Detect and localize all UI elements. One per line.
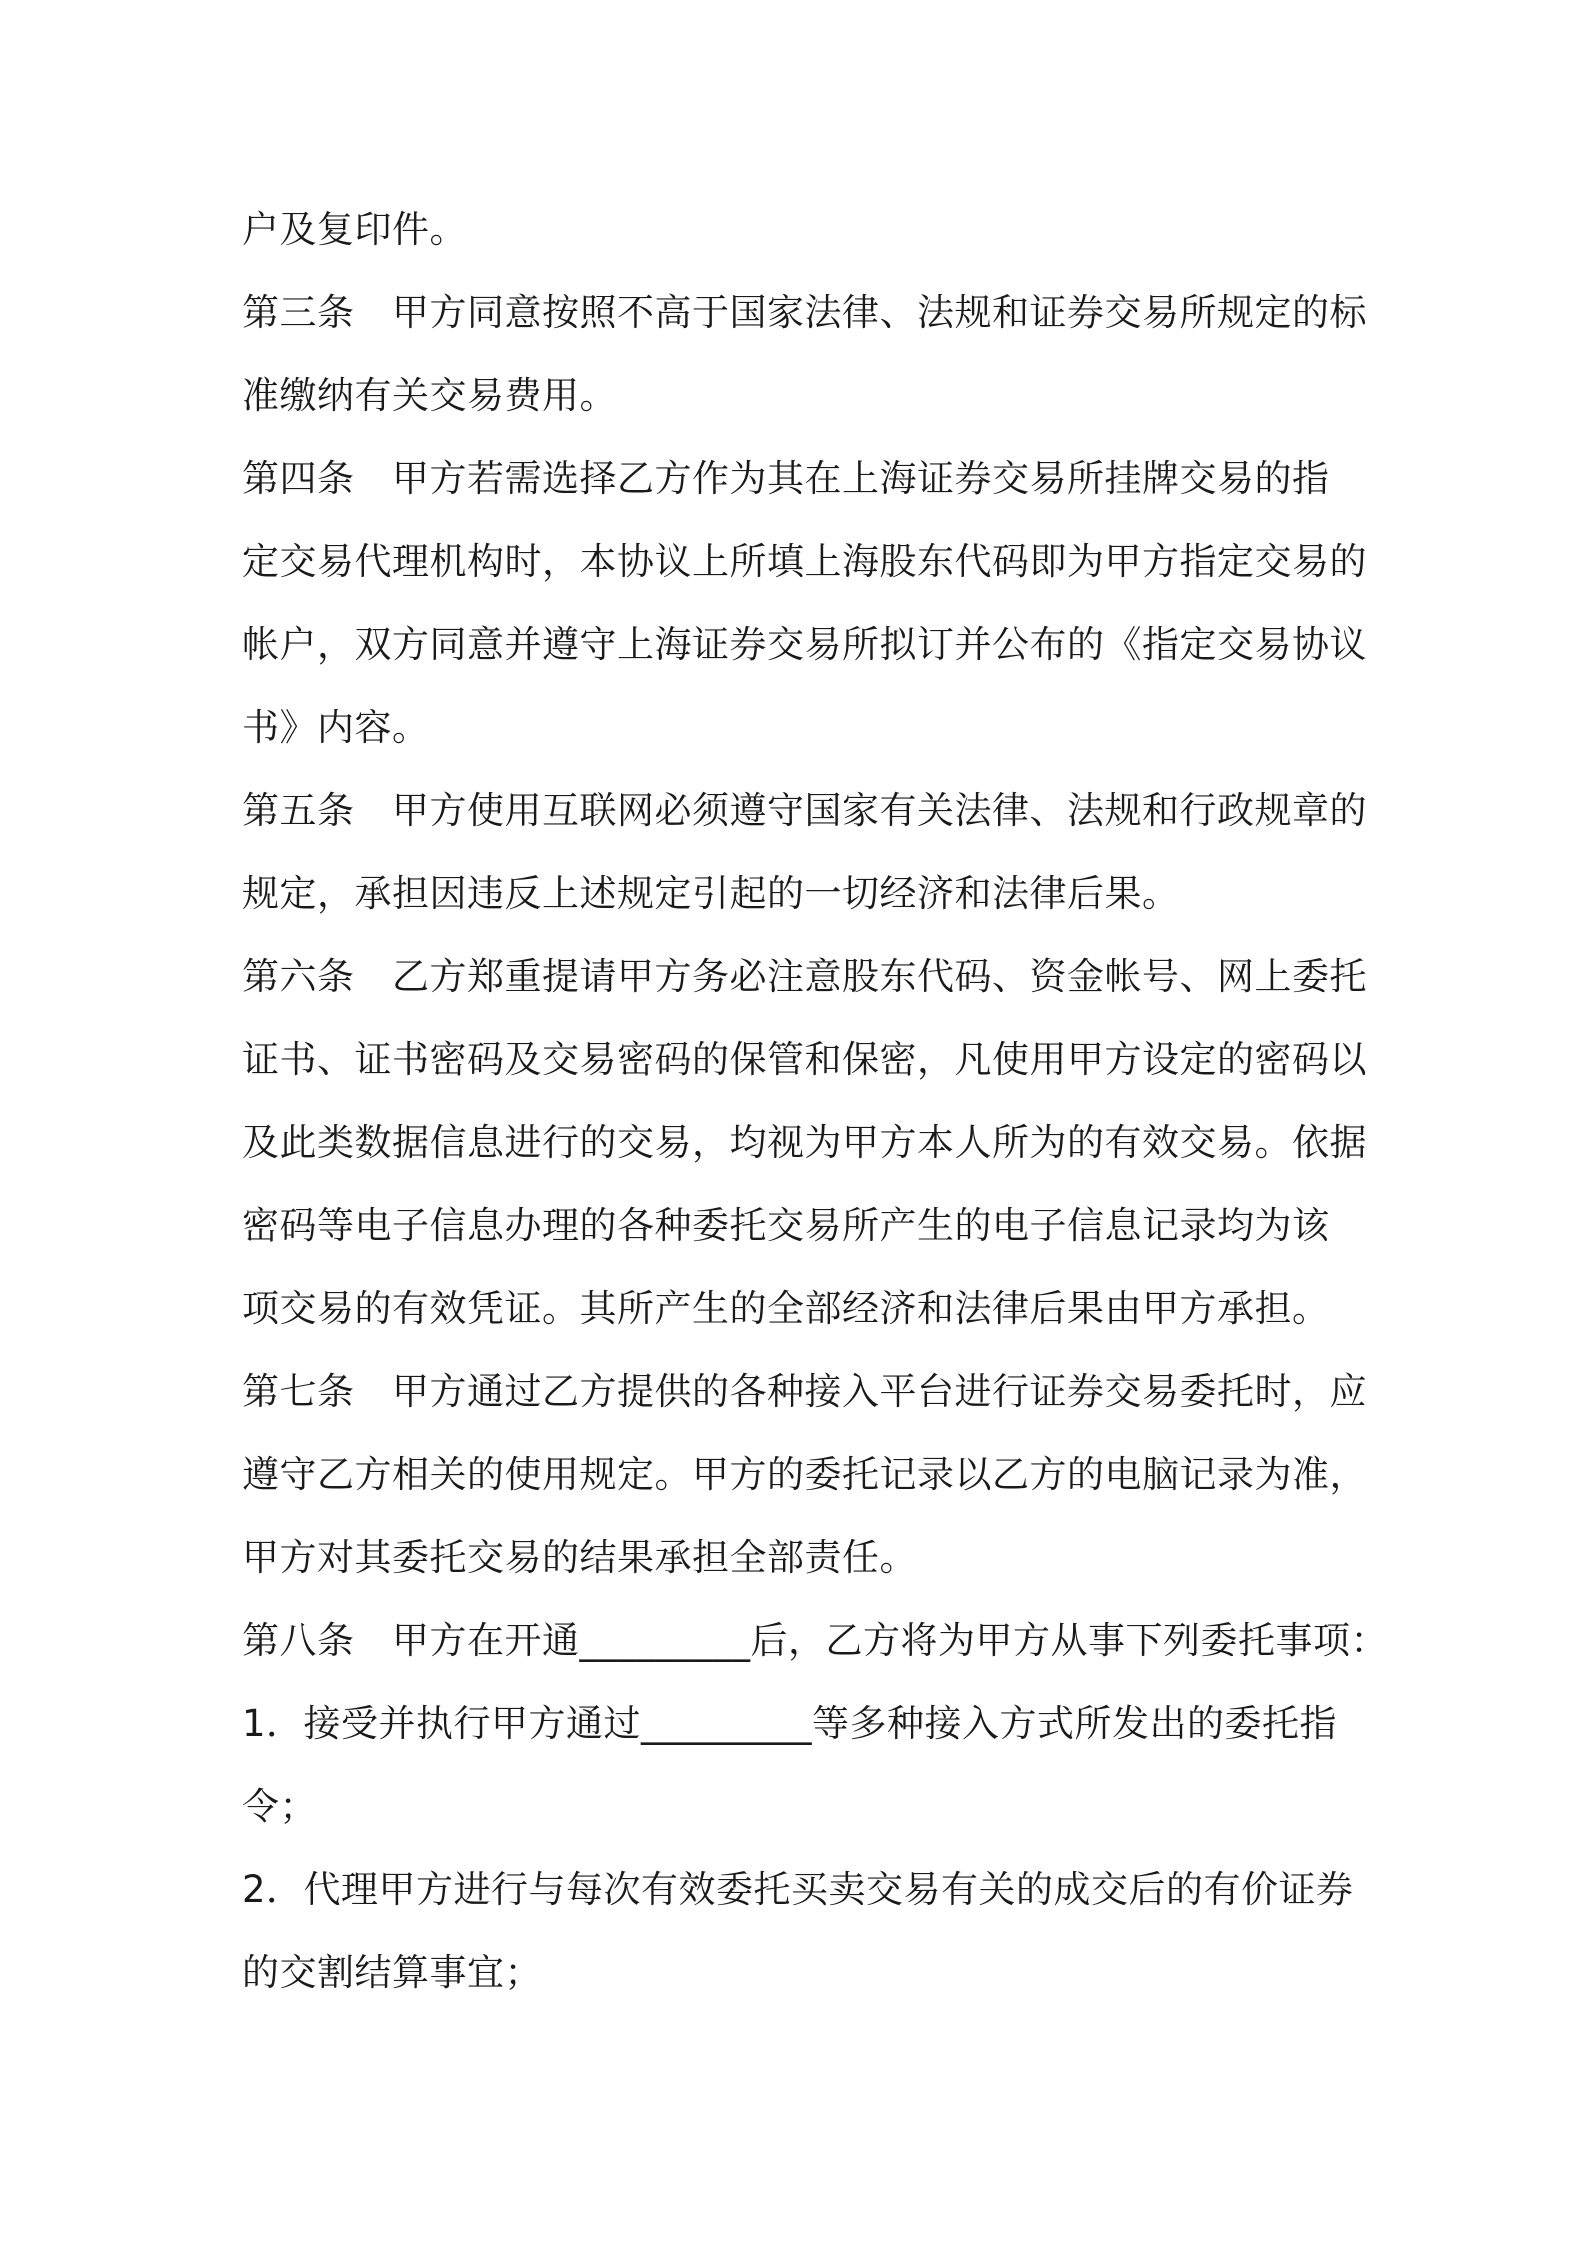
text-line: 遵守乙方相关的使用规定。甲方的委托记录以乙方的电脑记录为准，: [242, 1453, 1367, 1496]
article-5-line: 第五条 甲方使用互联网必须遵守国家有关法律、法规和行政规章的: [242, 789, 1367, 832]
article-3-line: 第三条 甲方同意按照不高于国家法律、法规和证券交易所规定的标: [242, 291, 1367, 334]
list-item-2-line: 2．代理甲方进行与每次有效委托买卖交易有关的成交后的有价证券: [242, 1868, 1354, 1911]
text-line: 证书、证书密码及交易密码的保管和保密，凡使用甲方设定的密码以: [242, 1038, 1367, 1081]
text-line: 定交易代理机构时，本协议上所填上海股东代码即为甲方指定交易的: [242, 540, 1367, 583]
text-line: 准缴纳有关交易费用。: [242, 374, 617, 417]
text-line: 的交割结算事宜；: [242, 1951, 542, 1994]
article-8-line: 第八条 甲方在开通_________后，乙方将为甲方从事下列委托事项：: [242, 1619, 1388, 1662]
article-7-line: 第七条 甲方通过乙方提供的各种接入平台进行证券交易委托时，应: [242, 1370, 1367, 1413]
text-line: 及此类数据信息进行的交易，均视为甲方本人所为的有效交易。依据: [242, 1121, 1367, 1164]
text-line: 甲方对其委托交易的结果承担全部责任。: [242, 1536, 917, 1579]
list-item-1-line: 1．接受并执行甲方通过_________等多种接入方式所发出的委托指: [242, 1702, 1338, 1745]
text-line: 帐户，双方同意并遵守上海证券交易所拟订并公布的《指定交易协议: [242, 623, 1367, 666]
article-6-line: 第六条 乙方郑重提请甲方务必注意股东代码、资金帐号、网上委托: [242, 955, 1367, 998]
text-line: 书》内容。: [242, 706, 430, 749]
article-4-line: 第四条 甲方若需选择乙方作为其在上海证券交易所挂牌交易的指: [242, 457, 1330, 500]
text-line: 令；: [242, 1785, 317, 1828]
text-line: 项交易的有效凭证。其所产生的全部经济和法律后果由甲方承担。: [242, 1287, 1330, 1330]
text-line: 密码等电子信息办理的各种委托交易所产生的电子信息记录均为该: [242, 1204, 1330, 1247]
text-line: 户及复印件。: [242, 208, 467, 251]
text-line: 规定，承担因违反上述规定引起的一切经济和法律后果。: [242, 872, 1180, 915]
